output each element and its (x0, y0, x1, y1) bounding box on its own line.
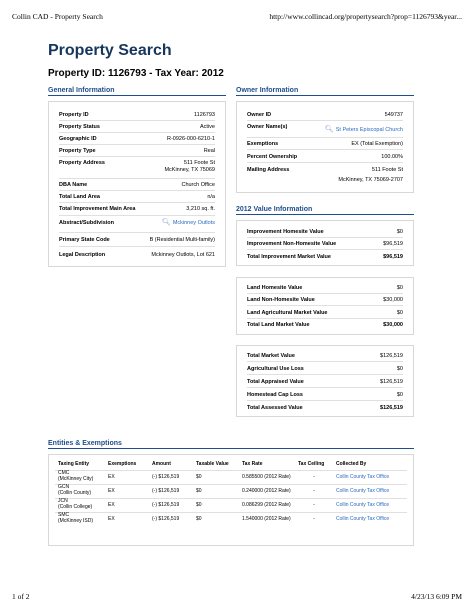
table-row (55, 484, 407, 498)
value-amount: $96,519 (383, 241, 403, 247)
rate-cell: 0.240000 (2012 Rate) (239, 484, 295, 498)
col-taxable-value: Taxable Value (196, 460, 229, 467)
exemption-cell: EX (105, 512, 149, 526)
general-label: Property Type (59, 148, 96, 154)
general-value: B (Residential Multi-family) (149, 237, 215, 243)
value-label: Improvement Non-Homesite Value (247, 241, 337, 247)
taxable-cell: $0 (193, 470, 239, 484)
general-label: DBA Name (59, 182, 88, 188)
value-amount: $96,519 (383, 254, 403, 260)
ceiling-cell: - (295, 512, 333, 526)
col-tax-rate: Tax Rate (242, 460, 263, 467)
general-label: Primary State Code (59, 237, 110, 243)
value-label: Improvement Homesite Value (247, 229, 324, 235)
page-url[interactable]: http://www.collincad.org/propertysearch?prop=1126793&year... (269, 12, 462, 21)
general-label: Property Address (59, 160, 105, 166)
general-info-panel (48, 101, 226, 267)
value-amount: $30,000 (383, 322, 403, 328)
general-label: Legal Description (59, 252, 106, 258)
value-label: Agricultural Use Loss (247, 366, 304, 372)
col-tax-ceiling: Tax Ceiling (298, 460, 325, 467)
value-amount: $0 (396, 285, 403, 291)
value-label: Homestead Cap Loss (247, 392, 303, 398)
general-label: Abstract/Subdivision (59, 220, 115, 226)
col-amount: Amount (152, 460, 171, 467)
general-label: Total Improvement Main Area (59, 206, 136, 212)
owner-label: Mailing Address (247, 167, 290, 173)
ceiling-cell: - (295, 498, 333, 512)
value-amount: $0 (396, 310, 403, 316)
exemption-cell: EX (105, 470, 149, 484)
value-label: Land Agricultural Market Value (247, 310, 328, 316)
rate-cell: 1.540000 (2012 Rate) (239, 512, 295, 526)
entity-cell: CMC (McKinney City) (55, 470, 105, 484)
rate-cell: 0.086299 (2012 Rate) (239, 498, 295, 512)
value-amount: $126,519 (380, 379, 403, 385)
table-row (55, 512, 407, 526)
amount-cell: (-) $126,519 (149, 512, 193, 526)
owner-value: EX (Total Exemption) (351, 141, 403, 147)
collected-by-link[interactable]: Collin County Tax Office (333, 512, 407, 526)
general-value: n/a (207, 194, 215, 200)
taxable-cell: $0 (193, 498, 239, 512)
owner-label: Owner ID (247, 112, 272, 118)
subdivision-link-text[interactable]: Mckinney Outlots (172, 220, 215, 226)
entity-cell: GCN (Collin County) (55, 484, 105, 498)
value-amount: $126,519 (380, 353, 403, 359)
collected-by-link[interactable]: Collin County Tax Office (333, 498, 407, 512)
taxable-cell: $0 (193, 512, 239, 526)
general-label: Geographic ID (59, 136, 97, 142)
owner-label: Exemptions (247, 141, 279, 147)
table-row (55, 498, 407, 512)
page-title: Property Search (48, 42, 172, 59)
subdivision-link[interactable] (162, 220, 215, 227)
owner-value: McKinney, TX 75069-2707 (338, 177, 403, 183)
value-amount: $30,000 (383, 297, 403, 303)
value-land-panel (236, 277, 414, 335)
owner-value: 511 Foote St (371, 167, 403, 173)
general-value: 1126793 (193, 112, 215, 118)
value-label: Total Assessed Value (247, 405, 303, 411)
value-amount: $0 (396, 392, 403, 398)
entity-cell: SMC (McKinney ISD) (55, 512, 105, 526)
window-title: Collin CAD - Property Search (12, 12, 103, 21)
value-label: Total Appraised Value (247, 379, 304, 385)
value-label: Total Market Value (247, 353, 295, 359)
general-value: McKinney, TX 75069 (164, 167, 215, 173)
value-label: Land Homesite Value (247, 285, 303, 291)
print-footer (12, 592, 462, 604)
ceiling-cell: - (295, 484, 333, 498)
amount-cell: (-) $126,519 (149, 498, 193, 512)
general-value: Real (203, 148, 215, 154)
general-value: Active (200, 124, 215, 130)
col-collected-by: Collected By (336, 460, 367, 467)
exemption-cell: EX (105, 498, 149, 512)
owner-label: Owner Name(s) (247, 124, 288, 130)
entities-title: Entities & Exemptions (48, 440, 414, 449)
value-label: Land Non-Homesite Value (247, 297, 315, 303)
owner-name-link[interactable] (325, 127, 403, 134)
owner-info-panel (236, 101, 414, 193)
owner-value: 549737 (384, 112, 403, 118)
table-row (55, 470, 407, 484)
ceiling-cell: - (295, 470, 333, 484)
value-amount: $0 (396, 366, 403, 372)
owner-value: 100.00% (381, 154, 403, 160)
general-row-address (59, 160, 215, 176)
owner-label: Percent Ownership (247, 154, 298, 160)
magnifier-icon[interactable]: 🔍︎ (161, 219, 171, 226)
owner-info-title: Owner Information (236, 87, 414, 96)
owner-row-mailing (247, 167, 403, 185)
general-value: Mckinney Outlots, Lot 621 (151, 252, 215, 258)
general-label: Total Land Area (59, 194, 100, 200)
value-amount: $0 (396, 229, 403, 235)
entities-table (55, 458, 407, 526)
page-counter: 1 of 2 (12, 592, 30, 601)
amount-cell: (-) $126,519 (149, 484, 193, 498)
general-value: 3,210 sq. ft. (186, 206, 215, 212)
magnifier-icon[interactable]: 🔍︎ (324, 126, 334, 133)
general-info-title: General Information (48, 87, 226, 96)
col-exemptions: Exemptions (108, 460, 137, 467)
owner-name-link-text[interactable]: St Peters Episcopal Church (335, 127, 403, 133)
value-label: Total Land Market Value (247, 322, 310, 328)
entities-header-row (55, 458, 407, 470)
value-improvement-panel (236, 220, 414, 266)
rate-cell: 0.585500 (2012 Rate) (239, 470, 295, 484)
value-label: Total Improvement Market Value (247, 254, 331, 260)
print-header (12, 12, 462, 24)
print-timestamp: 4/23/13 6:09 PM (411, 592, 462, 601)
value-amount: $126,519 (380, 405, 403, 411)
value-info-title: 2012 Value Information (236, 206, 414, 215)
taxable-cell: $0 (193, 484, 239, 498)
general-label: Property Status (59, 124, 100, 130)
amount-cell: (-) $126,519 (149, 470, 193, 484)
general-value: 511 Foote St (183, 160, 215, 166)
collected-by-link[interactable]: Collin County Tax Office (333, 470, 407, 484)
property-heading: Property ID: 1126793 - Tax Year: 2012 (48, 68, 224, 79)
general-value: Church Office (181, 182, 215, 188)
entity-cell: JCN (Collin College) (55, 498, 105, 512)
exemption-cell: EX (105, 484, 149, 498)
collected-by-link[interactable]: Collin County Tax Office (333, 484, 407, 498)
general-value: R-0926-000-6210-1 (166, 136, 215, 142)
entities-panel (48, 454, 414, 546)
value-totals-panel (236, 345, 414, 417)
general-label: Property ID (59, 112, 89, 118)
col-taxing-entity: Taxing Entity (58, 460, 90, 467)
